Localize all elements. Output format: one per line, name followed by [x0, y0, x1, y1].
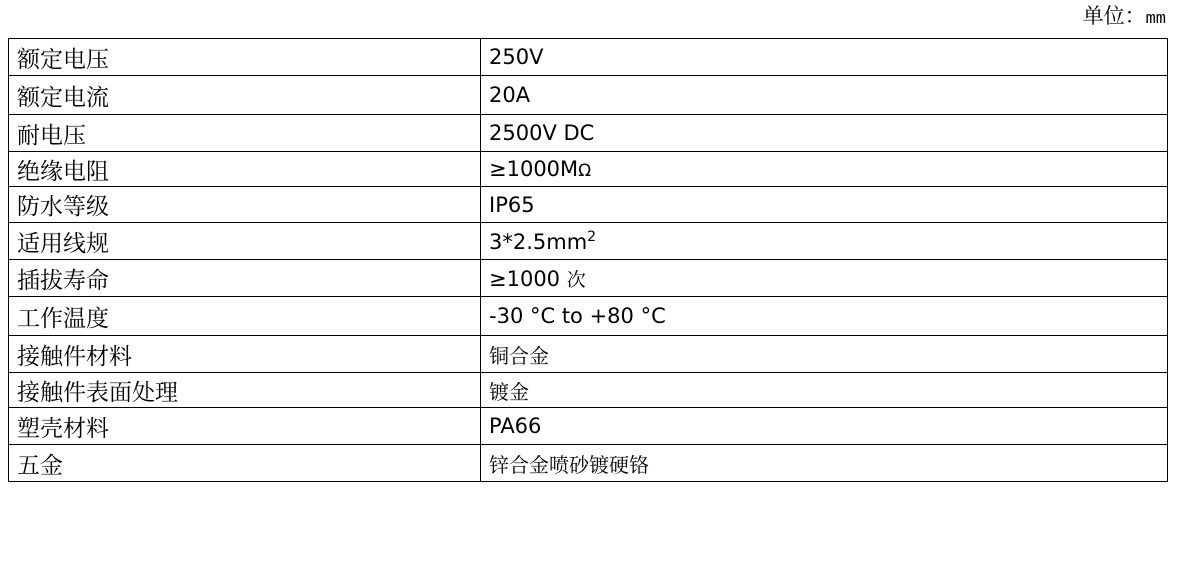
row-label: 防水等级: [9, 187, 481, 223]
row-label: 绝缘电阻: [9, 152, 481, 187]
row-value: PA66: [481, 408, 1168, 445]
row-value: 铜合金: [481, 336, 1168, 373]
row-value: 250V: [481, 39, 1168, 76]
row-value-unit: Ω: [578, 161, 592, 181]
row-label: 塑壳材料: [9, 408, 481, 445]
row-value: [481, 223, 1168, 260]
row-value: 20A: [481, 76, 1168, 115]
row-label: 额定电流: [9, 76, 481, 115]
table-row: [9, 445, 1168, 482]
table-row: [9, 115, 1168, 152]
table-row: [9, 76, 1168, 115]
unit-value: mm: [1145, 10, 1166, 29]
table-row: [9, 39, 1168, 76]
row-value: -30 °C to +80 °C: [481, 297, 1168, 336]
row-value: 2500V DC: [481, 115, 1168, 152]
row-value: 镀金: [481, 373, 1168, 408]
table-row: [9, 152, 1168, 187]
row-value: [481, 152, 1168, 187]
unit-note: [1083, 2, 1166, 34]
table-row: [9, 260, 1168, 297]
table-row: [9, 187, 1168, 223]
table-row: [9, 297, 1168, 336]
table-row: [9, 336, 1168, 373]
row-value-main: 3*2.5mm: [489, 229, 588, 254]
row-value-unit: 次: [566, 269, 586, 291]
row-value-main: ≥1000: [489, 266, 567, 291]
row-label: 接触件材料: [9, 336, 481, 373]
row-label: 耐电压: [9, 115, 481, 152]
row-label: 适用线规: [9, 223, 481, 260]
row-value: [481, 260, 1168, 297]
table-row: [9, 373, 1168, 408]
table-row: [9, 408, 1168, 445]
row-value-superscript: 2: [587, 228, 597, 245]
row-label: 工作温度: [9, 297, 481, 336]
row-label: 额定电压: [9, 39, 481, 76]
row-label: 五金: [9, 445, 481, 482]
specification-table: [8, 38, 1168, 482]
row-label: 接触件表面处理: [9, 373, 481, 408]
row-value: IP65: [481, 187, 1168, 223]
row-label: 插拔寿命: [9, 260, 481, 297]
row-value-main: ≥1000M: [489, 157, 579, 181]
row-value: 锌合金喷砂镀硬铬: [481, 445, 1168, 482]
unit-label: 单位：: [1082, 4, 1146, 28]
table-row: [9, 223, 1168, 260]
